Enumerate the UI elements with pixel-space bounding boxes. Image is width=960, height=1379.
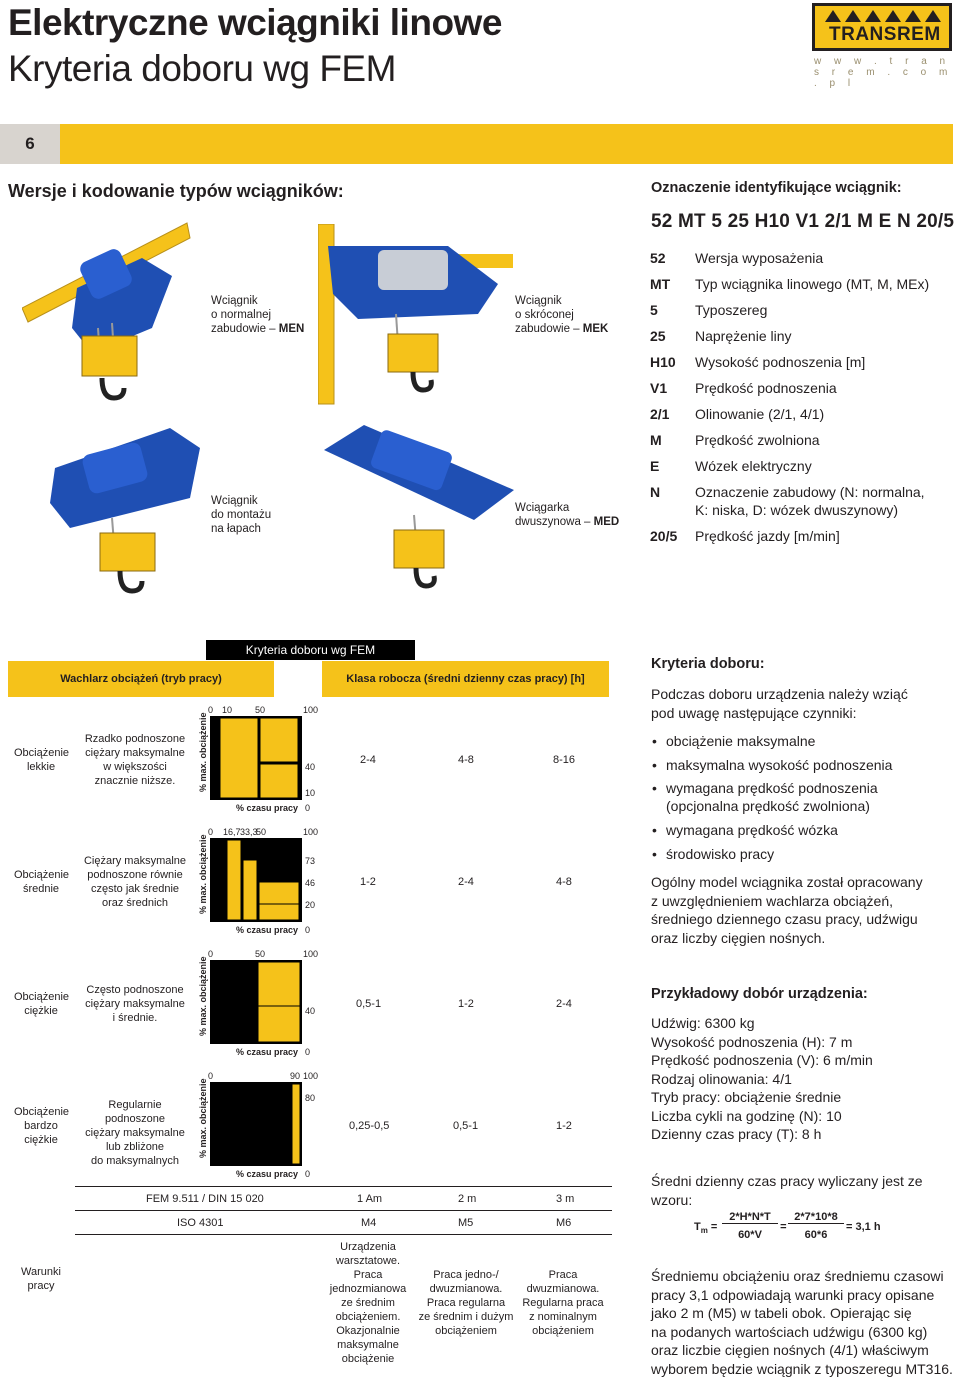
divider — [75, 1210, 612, 1211]
transrem-logo[interactable] — [812, 3, 952, 51]
row-very-heavy-name: Obciążenie bardzo ciężkie — [14, 1106, 70, 1146]
x-axis-label: % czasu pracy — [236, 803, 299, 813]
class-value: 0,5-1 — [453, 1120, 479, 1132]
tick: 0 — [208, 1071, 214, 1081]
class-value: 4-8 — [556, 876, 572, 888]
load-spectrum-light-chart — [210, 716, 302, 800]
logo-url[interactable]: w w w . t r a n s r e m . c o m . p l — [814, 56, 953, 89]
row-heavy-desc: Często podnoszone ciężary maksymalne i średnie. — [85, 984, 185, 1024]
y-axis-label: % max. obciążenie — [198, 834, 208, 914]
x-axis-label: % czasu pracy — [236, 925, 299, 935]
iso-value: M4 — [361, 1217, 377, 1229]
hoist-mek-image — [318, 224, 513, 406]
tick: 46 — [305, 878, 316, 888]
tick: 40 — [305, 762, 316, 772]
x-axis-label: % czasu pracy — [236, 1169, 299, 1179]
class-value: 2-4 — [556, 998, 572, 1010]
logo-text: TRANSREM — [829, 24, 941, 45]
hoist-med-image — [324, 420, 514, 600]
y-axis-label: % max. obciążenie — [198, 1078, 208, 1158]
tick: 0 — [305, 803, 311, 813]
designation-heading: Oznaczenie identyfikujące wciągnik: — [651, 180, 902, 196]
iso-value: M6 — [556, 1217, 572, 1229]
divider — [75, 1234, 612, 1235]
class-value: 4-8 — [458, 754, 474, 766]
load-spectrum-header: Wachlarz obciążeń (tryb pracy) — [8, 661, 274, 697]
conditions-label: Warunki pracy — [21, 1266, 61, 1292]
caption-men: Wciągnik o normalnej zabudowie – MEN — [211, 295, 305, 335]
criteria-bullet: • wymagana prędkość wózka — [652, 821, 838, 839]
load-spectrum-very-heavy-chart — [210, 1082, 302, 1166]
class-value: 1-2 — [458, 998, 474, 1010]
class-value: 1-2 — [360, 876, 376, 888]
load-spectrum-heavy-chart — [210, 960, 302, 1044]
criteria-bullet: • maksymalna wysokość podnoszenia — [652, 756, 892, 774]
class-value: 8-16 — [553, 754, 576, 766]
tick: 33,3 — [240, 827, 258, 837]
load-spectrum-medium-chart — [210, 838, 302, 922]
row-very-heavy-desc: Regularnie podnoszone ciężary maksymalne lub zbliżone do maksymalnych — [85, 1099, 185, 1167]
tick: 0 — [305, 1169, 311, 1179]
criteria-bullet: • środowisko pracy — [652, 845, 774, 863]
row-medium-name: Obciążenie średnie — [14, 869, 70, 895]
criteria-model-text: Ogólny model wciągnika został opracowany z uwzględnieniem wachlarza obciążeń, średniego dziennego czasu pracy, udźwigu oraz liczby cięgien nośnych. — [651, 874, 923, 946]
row-light-name: Obciążenie lekkie — [14, 747, 70, 773]
class-value: 1-2 — [556, 1120, 572, 1132]
fem-din-label: FEM 9.511 / DIN 15 020 — [146, 1193, 264, 1205]
y-axis-label: % max. obciążenie — [198, 712, 208, 792]
row-light-desc: Rzadko podnoszone ciężary maksymalne w większości znacznie niższe. — [84, 733, 186, 787]
iso-value: M5 — [458, 1217, 474, 1229]
tick: 0 — [305, 1047, 311, 1057]
hoist-men-image — [22, 218, 212, 410]
page-title: Elektryczne wciągniki linowe — [8, 2, 502, 43]
tick: 0 — [208, 827, 214, 837]
caption-mek: Wciągnik o skróconej zabudowie – MEK — [515, 295, 609, 335]
formula: $T_m$ = 2*H*N*T 60*V = 2*7*10*8 60*6 = 3,1 h — [694, 1211, 881, 1241]
tick: 100 — [303, 949, 319, 959]
criteria-intro: Podczas doboru urządzenia należy wziąć pod uwagę następujące czynniki: — [651, 686, 908, 721]
row-heavy-name: Obciążenie ciężkie — [14, 991, 70, 1017]
divider — [75, 1186, 612, 1187]
tick: 20 — [305, 900, 316, 910]
caption-med: Wciągarka dwuszynowa – MED — [515, 502, 620, 528]
hoist-foot-image — [50, 428, 210, 598]
tick: 40 — [305, 1006, 316, 1016]
tick: 80 — [305, 1093, 316, 1103]
y-axis-label: % max. obciążenie — [198, 956, 208, 1036]
class-value: 0,5-1 — [356, 998, 382, 1010]
fem-din-value: 1 Am — [357, 1193, 383, 1205]
criteria-bullet: • wymagana prędkość podnoszenia (opcjonalna prędkość zwolniona) — [652, 779, 878, 815]
tick: 0 — [305, 925, 311, 935]
tick: 100 — [303, 705, 319, 715]
page-subtitle: Kryteria doboru wg FEM — [8, 48, 396, 89]
class-value: 2-4 — [360, 754, 376, 766]
class-value: 2-4 — [458, 876, 474, 888]
tick: 90 — [290, 1071, 301, 1081]
fem-table-title: Kryteria doboru wg FEM — [206, 640, 415, 660]
versions-heading: Wersje i kodowanie typów wciągników: — [8, 181, 344, 201]
example-heading: Przykładowy dobór urządzenia: — [651, 986, 868, 1002]
criteria-heading: Kryteria doboru: — [651, 656, 765, 672]
tick: 16,7 — [223, 827, 241, 837]
tick: 10 — [305, 788, 316, 798]
tick: 73 — [305, 856, 316, 866]
fem-din-value: 2 m — [458, 1193, 477, 1205]
example-conclusion: Średniemu obciążeniu oraz średniemu czasowi pracy 3,1 odpowiadają warunki pracy opisane jako 2 m (M5) w tabeli obok. Opierając się na podanych wartościach udźwigu (6300 kg) oraz liczbie cięgien nośnych (4/1) właściwym wyborem będzie wciągnik z typoszeregu MT316. — [651, 1268, 953, 1377]
class-value: 0,25-0,5 — [349, 1120, 390, 1132]
tick: 0 — [208, 949, 214, 959]
tick: 100 — [303, 827, 319, 837]
tick: 50 — [255, 949, 266, 959]
row-medium-desc: Ciężary maksymalne podnoszone równie często jak średnie oraz średnich — [83, 855, 187, 909]
tick: 50 — [255, 705, 266, 715]
tick: 10 — [222, 705, 233, 715]
logo-triangles-icon — [819, 8, 947, 24]
conditions-m5: Praca jedno-/ dwuzmianowa. Praca regularna ze średnim i dużym obciążeniem — [418, 1269, 514, 1337]
caption-foot-mounted: Wciągnik do montażu na łapach — [211, 495, 272, 535]
conditions-m4: Urządzenia warsztatowe. Praca jednozmianowa ze średnim obciążeniem. Okazjonalnie maksymalne obciążenie — [329, 1241, 407, 1365]
section-band — [0, 124, 953, 164]
formula-intro: Średni dzienny czas pracy wyliczany jest ze wzoru: — [651, 1173, 923, 1208]
example-params: Udźwig: 6300 kg Wysokość podnoszenia (H): 7 m Prędkość podnoszenia (V): 6 m/min Rodzaj olinowania: 4/1 Tryb pracy: obciążenie średnie Liczba cykli na godzinę (N): 10 Dzienny czas pracy (T): 8 h — [651, 1015, 873, 1142]
tick: 50 — [256, 827, 267, 837]
tick: 100 — [303, 1071, 319, 1081]
tick: 0 — [208, 705, 214, 715]
work-class-header: Klasa robocza (średni dzienny czas pracy) [h] — [322, 661, 609, 697]
iso-label: ISO 4301 — [177, 1217, 224, 1229]
criteria-bullet: • obciążenie maksymalne — [652, 732, 815, 750]
fem-din-value: 3 m — [556, 1193, 575, 1205]
conditions-m6: Praca dwuzmianowa. Regularna praca z nominalnym obciążeniem — [522, 1269, 604, 1337]
x-axis-label: % czasu pracy — [236, 1047, 299, 1057]
designation-code: 52 MT 5 25 H10 V1 2/1 M E N 20/5 — [651, 211, 955, 232]
page-number: 6 — [0, 124, 60, 164]
